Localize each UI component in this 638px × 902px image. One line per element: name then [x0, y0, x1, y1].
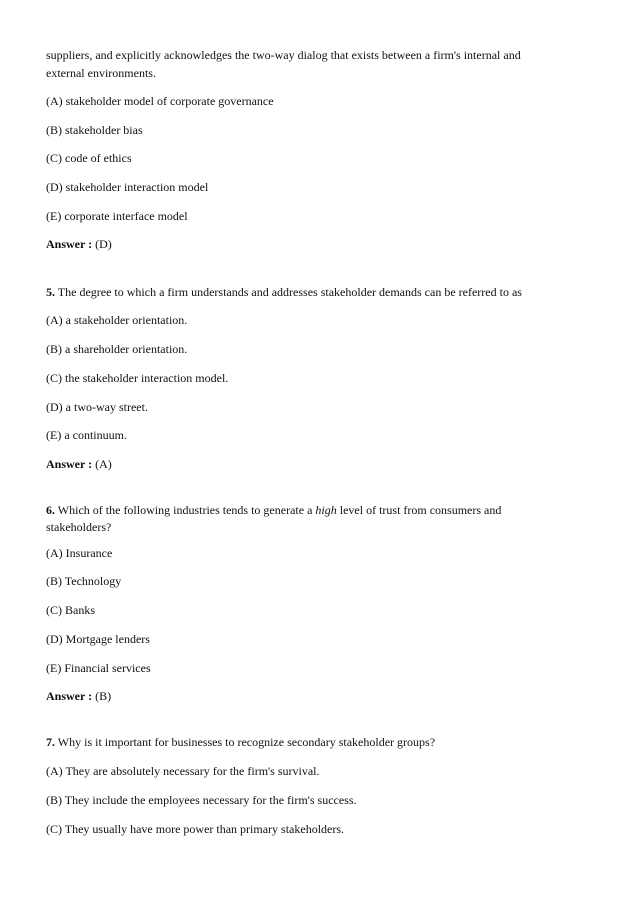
answer-option: (A) Insurance [46, 546, 113, 560]
question-text-line: stakeholders? [46, 520, 112, 534]
answer-label: Answer : [46, 689, 93, 703]
answer-option: (C) code of ethics [46, 151, 132, 165]
question-5 [46, 285, 522, 299]
answer-option: (C) Banks [46, 603, 95, 617]
question-text-line: external environments. [46, 66, 156, 80]
answer-option: (D) a two-way street. [46, 400, 148, 414]
answer-option: (C) the stakeholder interaction model. [46, 371, 229, 385]
question-7 [46, 735, 435, 749]
answer-option: (C) They usually have more power than primary stakeholders. [46, 822, 345, 836]
answer-line [46, 237, 112, 251]
question-number: 6. [46, 503, 55, 517]
answer-line [46, 457, 112, 471]
answer-option: (B) a shareholder orientation. [46, 342, 188, 356]
answer-option: (B) stakeholder bias [46, 123, 143, 137]
answer-label: Answer : [46, 457, 93, 471]
answer-option: (D) stakeholder interaction model [46, 180, 209, 194]
question-text-line: suppliers, and explicitly acknowledges the two-way dialog that exists between a firm's internal and [46, 48, 521, 62]
answer-option: (A) stakeholder model of corporate governance [46, 94, 274, 108]
question-6 [46, 503, 501, 517]
question-text: Which of the following industries tends to generate a [57, 503, 313, 517]
answer-value: (D) [95, 237, 112, 251]
question-number: 7. [46, 735, 55, 749]
answer-option: (B) Technology [46, 574, 122, 588]
answer-value: (B) [95, 689, 112, 703]
answer-option: (E) Financial services [46, 661, 151, 675]
answer-value: (A) [95, 457, 112, 471]
question-number: 5. [46, 285, 55, 299]
answer-label: Answer : [46, 237, 93, 251]
answer-option: (E) corporate interface model [46, 209, 188, 223]
answer-option: (A) a stakeholder orientation. [46, 313, 188, 327]
answer-option: (A) They are absolutely necessary for the firm's survival. [46, 764, 320, 778]
answer-option: (D) Mortgage lenders [46, 632, 150, 646]
answer-option: (B) They include the employees necessary for the firm's success. [46, 793, 357, 807]
answer-option: (E) a continuum. [46, 428, 127, 442]
question-text: The degree to which a firm understands and addresses stakeholder demands can be referred to as [57, 285, 522, 299]
question-text: Why is it important for businesses to recognize secondary stakeholder groups? [57, 735, 436, 749]
answer-line [46, 689, 111, 703]
question-text: level of trust from consumers and [339, 503, 502, 517]
question-text-emphasis: high [315, 503, 337, 517]
